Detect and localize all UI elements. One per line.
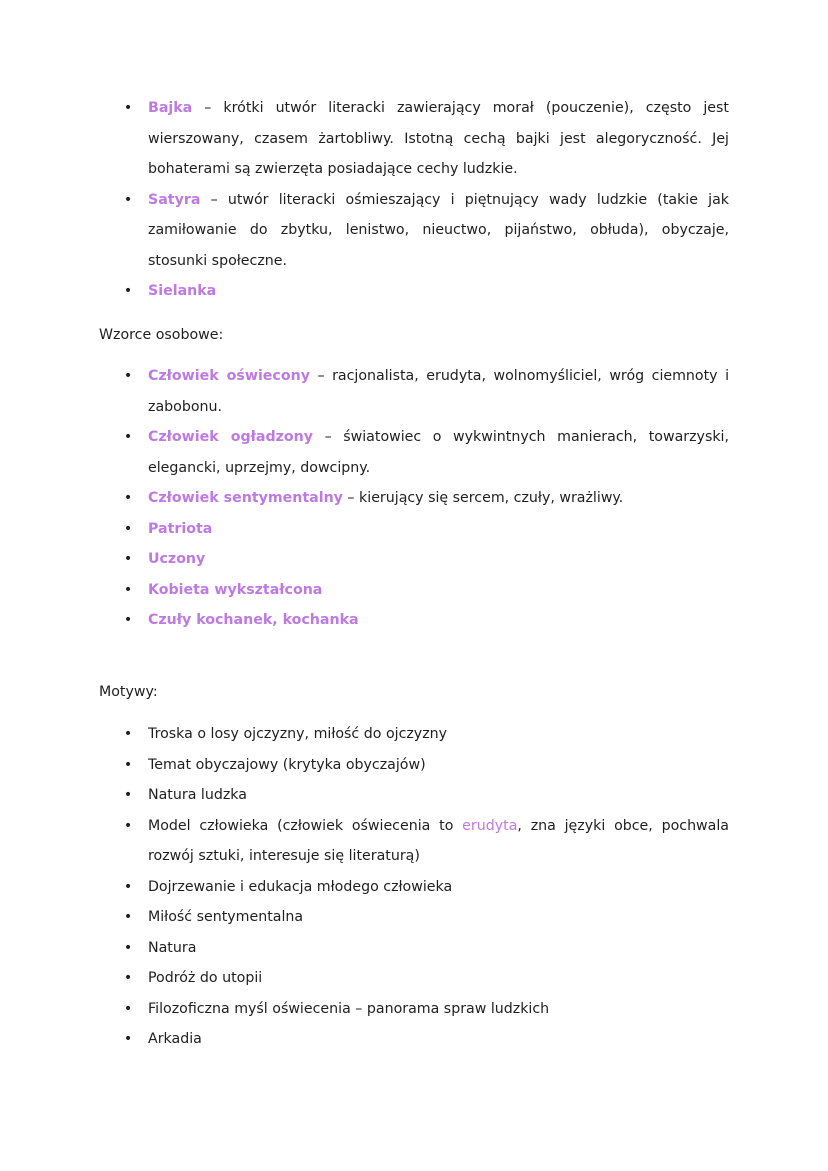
bullet-icon: • [123,520,133,537]
motif-text: Arkadia [148,1031,202,1047]
genres-section [0,93,828,307]
genres-list [0,93,828,307]
bullet-icon: • [123,878,133,895]
list-item-sielanka [0,276,828,307]
definition: – kierujący się sercem, czuły, wrażliwy. [342,490,624,506]
term: Czuły kochanek, kochanka [148,612,359,628]
list-item [0,719,828,750]
bullet-icon: • [123,1031,133,1047]
term: Człowiek ogładzony [148,429,313,445]
list-item [0,361,828,422]
list-item [0,994,828,1025]
term-satyra: Satyra [148,191,201,208]
motif-text: Podróż do utopii [148,970,263,986]
list-item [0,544,828,575]
definition: – racjonalista, erudyta, wolnomyśliciel, wróg ciemnoty i zabobonu. [148,368,730,415]
bullet-icon: • [123,787,133,803]
term-bajka: Bajka [148,100,193,116]
bullet-icon: • [123,970,133,986]
motif-text: Troska o losy ojczyzny, miłość do ojczyzny [148,726,448,742]
list-item [0,514,828,545]
bullet-icon: • [123,756,133,773]
bullet-icon: • [123,368,133,384]
bullet-icon: • [123,429,133,445]
bullet-icon: • [123,939,133,956]
list-item [0,1024,828,1055]
list-item [0,811,828,872]
list-item [0,750,828,781]
role-models-section [0,361,828,636]
motif-text: Natura ludzka [148,787,247,803]
motif-text: Miłość sentymentalna [148,909,304,925]
list-item [0,483,828,514]
list-item-satyra [0,185,828,277]
motif-text-after: , zna języki obce, pochwala rozwój sztuki, interesuje się literaturą) [148,817,729,864]
bullet-icon: • [123,490,133,506]
role-models-list [0,361,828,636]
bullet-icon: • [123,551,133,567]
bullet-icon: • [123,100,133,116]
motifs-list [0,719,828,1055]
list-item [0,933,828,964]
highlight-erudyta: erudyta [462,817,518,834]
list-item-bajka [0,93,828,185]
motif-text: Filozoficzna myśl oświecenia – panorama spraw ludzkich [148,1000,550,1017]
definition-bajka: – krótki utwór literacki zawierający morał (pouczenie), często jest wierszowany, czasem żartobliwy. Istotną cechą bajki jest alegoryczność. Jej bohaterami są zwierzęta posiadające cechy ludzkie. [148,100,729,177]
bullet-icon: • [123,283,133,299]
motifs-heading: Motywy: [99,684,158,700]
bullet-icon: • [123,817,133,834]
list-item [0,575,828,606]
bullet-icon: • [123,1000,133,1017]
bullet-icon: • [123,612,133,628]
motif-text: Temat obyczajowy (krytyka obyczajów) [148,756,426,773]
term: Uczony [148,551,206,567]
definition: – światowiec o wykwintnych manierach, towarzyski, elegancki, uprzejmy, dowcipny. [148,429,729,476]
list-item [0,872,828,903]
motif-text: Natura [148,939,197,956]
bullet-icon: • [123,191,133,208]
list-item [0,780,828,811]
role-models-heading: Wzorce osobowe: [99,327,224,343]
term: Patriota [148,520,213,537]
list-item [0,902,828,933]
motif-text: Dojrzewanie i edukacja młodego człowieka [148,878,453,895]
term: Człowiek sentymentalny [148,490,343,506]
list-item [0,605,828,636]
bullet-icon: • [123,581,133,598]
term: Kobieta wykształcona [148,581,323,598]
motif-text-before: Model człowieka (człowiek oświecenia to [148,817,463,834]
motifs-section [0,719,828,1055]
term: Człowiek oświecony [148,368,310,384]
list-item [0,422,828,483]
bullet-icon: • [123,909,133,925]
list-item [0,963,828,994]
definition-satyra: – utwór literacki ośmieszający i piętnujący wady ludzkie (takie jak zamiłowanie do zbytku, lenistwo, nieuctwo, pijaństwo, obłuda), obyczaje, stosunki społeczne. [148,191,729,269]
term-sielanka: Sielanka [148,283,217,299]
bullet-icon: • [123,726,133,742]
